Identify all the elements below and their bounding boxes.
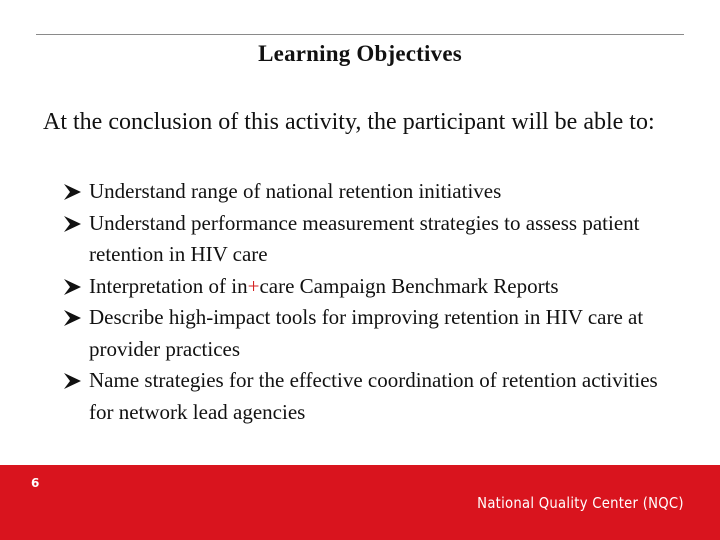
objective-item: [62, 176, 672, 208]
objective-text-end: care Campaign Benchmark Reports: [259, 273, 559, 298]
objective-text: Understand performance measurement strategies to assess patient retention in HIV care: [89, 210, 640, 266]
slide-title: Learning Objectives: [258, 41, 462, 66]
arrow-bullet-icon: [63, 302, 83, 334]
arrow-bullet-icon: [63, 365, 83, 397]
objective-item: [62, 208, 672, 271]
objective-item: [62, 365, 672, 428]
arrow-bullet-icon: [63, 271, 83, 303]
page-number: 6: [31, 476, 40, 490]
objective-text: Describe high-impact tools for improving retention in HIV care at provider practices: [89, 305, 644, 361]
objective-text: Understand range of national retention initiatives: [89, 179, 502, 203]
plus-symbol: +: [247, 273, 260, 298]
objective-text: Name strategies for the effective coordination of retention activities for network lead agencies: [89, 368, 658, 424]
objective-text: [89, 274, 559, 298]
arrow-bullet-icon: [63, 176, 83, 208]
objective-text-start: Interpretation of in: [89, 273, 248, 298]
objective-item: [62, 271, 672, 303]
objective-item: [62, 302, 672, 365]
objectives-list: [62, 176, 672, 428]
arrow-bullet-icon: [63, 208, 83, 240]
intro-text: At the conclusion of this activity, the participant will be able to:: [43, 109, 655, 135]
organization-name: National Quality Center (NQC): [477, 494, 684, 512]
top-divider: [36, 34, 684, 35]
